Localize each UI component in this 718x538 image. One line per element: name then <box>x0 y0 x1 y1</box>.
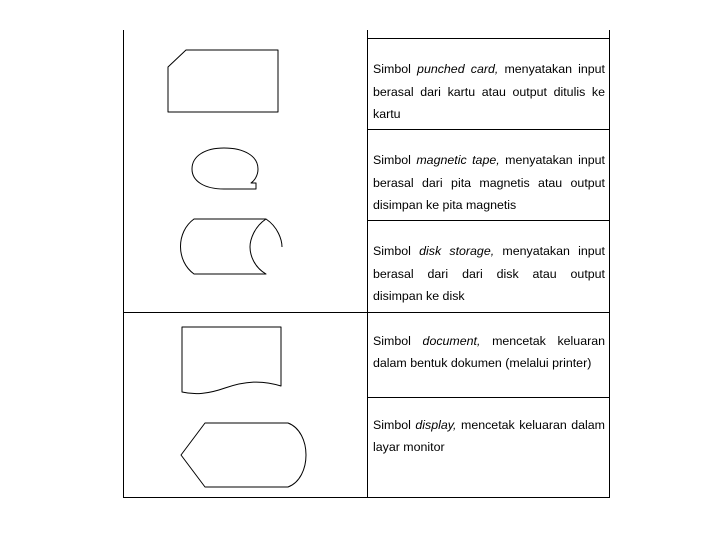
disk-storage-symbol-icon <box>181 219 283 274</box>
row-description-punched-card: Simbol punched card, menyatakan input berasal dari kartu atau output ditulis ke kartu <box>373 62 605 121</box>
document-symbol-icon <box>182 327 281 394</box>
row-description-document: Simbol document, mencetak keluaran dalam bentuk dokumen (melalui printer) <box>373 334 605 370</box>
row-description-magnetic-tape: Simbol magnetic tape, menyatakan input berasal dari pita magnetis atau output disimpan ke pita magnetis <box>373 153 605 212</box>
row-description-disk-storage: Simbol disk storage, menyatakan input berasal dari dari disk atau output disimpan ke disk <box>373 244 605 303</box>
display-symbol-icon <box>181 423 306 487</box>
magnetic-tape-symbol-icon <box>192 148 258 189</box>
punched-card-symbol-icon <box>168 50 278 112</box>
row-description-display: Simbol display, mencetak keluaran dalam layar monitor <box>373 418 605 454</box>
